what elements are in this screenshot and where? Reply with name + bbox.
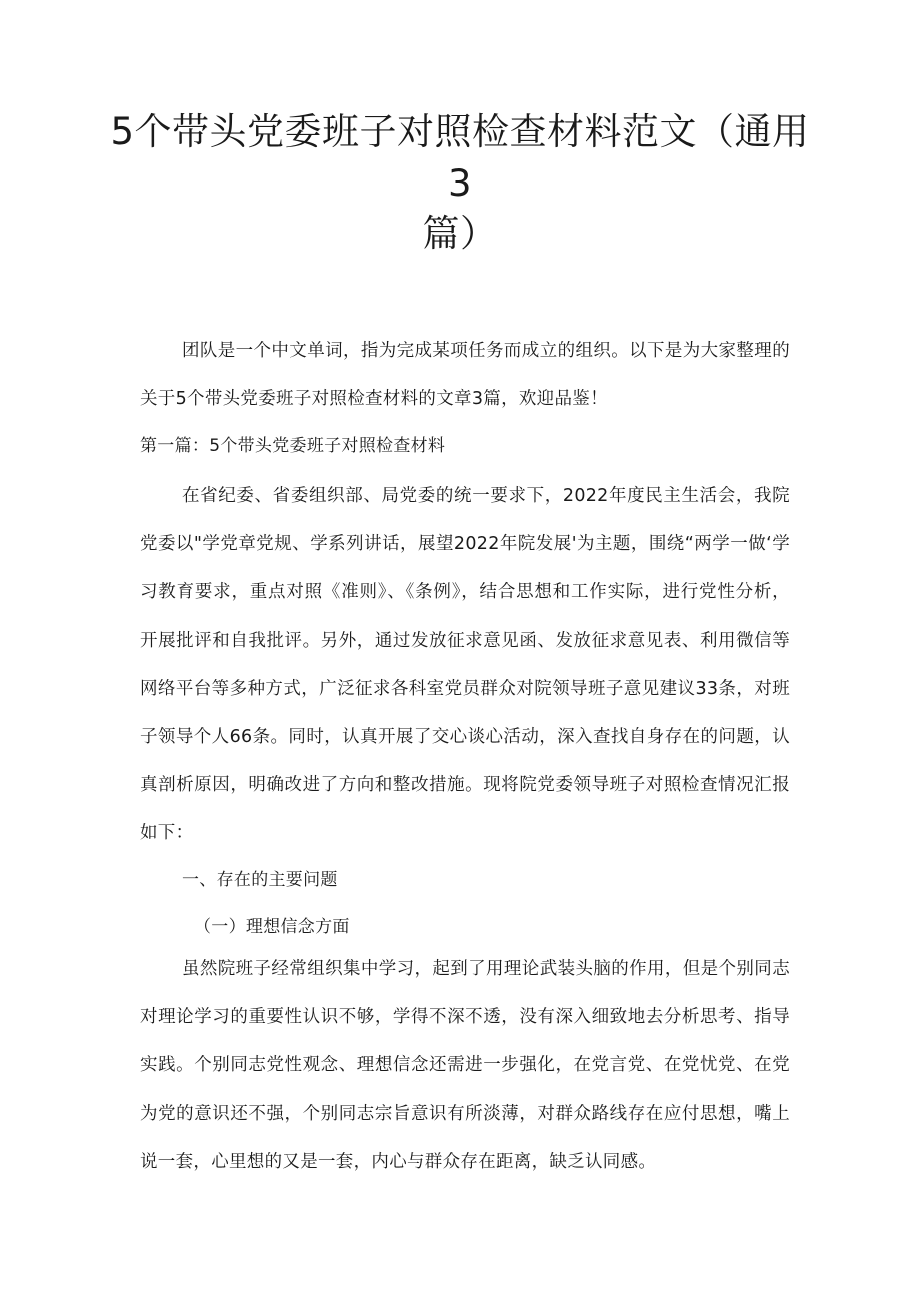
document-title-line-3: 篇） bbox=[422, 212, 498, 255]
subsection-heading: （一）理想信念方面 bbox=[194, 917, 350, 937]
document-title-line-2: 3 bbox=[447, 162, 473, 205]
intro-paragraph: 团队是一个中文单词，指为完成某项任务而成立的组织。以下是为大家整理的关于5个带头党委班子对照检查材料的文章3篇，欢迎品鉴！ bbox=[140, 341, 790, 410]
section-heading: 一、存在的主要问题 bbox=[182, 870, 338, 890]
body-paragraph: 在省纪委、省委组织部、局党委的统一要求下，2022年度民主生活会，我院党委以"学党章党规、学系列讲话，展望2022年院发展'为主题，围绕“两学一做‘学习教育要求，重点对照《准则》、《条例》，结合思想和工作实际，进行党性分析，开展批评和自我批评。另外，通过发放征求意见函、发放征求意见表、利用微信等网络平台等多种方式，广泛征求各科室党员群众对院领导班子意见建议33条，对班子领导个人66条。同时，认真开展了交心谈心活动，深入查找自身存在的问题，认真剖析原因，明确改进了方向和整改措施。现将院党委领导班子对照检查情况汇报如下： bbox=[140, 486, 790, 844]
document-title-line-1: 5个带头党委班子对照检查材料范文（通用 bbox=[110, 110, 810, 153]
subsection-paragraph: 虽然院班子经常组织集中学习，起到了用理论武装头脑的作用，但是个别同志对理论学习的重要性认识不够，学得不深不透，没有深入细致地去分析思考、指导实践。个别同志党性观念、理想信念还需进一步强化，在党言党、在党忧党、在党为党的意识还不强，个别同志宗旨意识有所淡薄，对群众路线存在应付思想，嘴上说一套，心里想的又是一套，内心与群众存在距离，缺乏认同感。 bbox=[140, 959, 790, 1172]
article-heading: 第一篇：5个带头党委班子对照检查材料 bbox=[140, 436, 446, 456]
